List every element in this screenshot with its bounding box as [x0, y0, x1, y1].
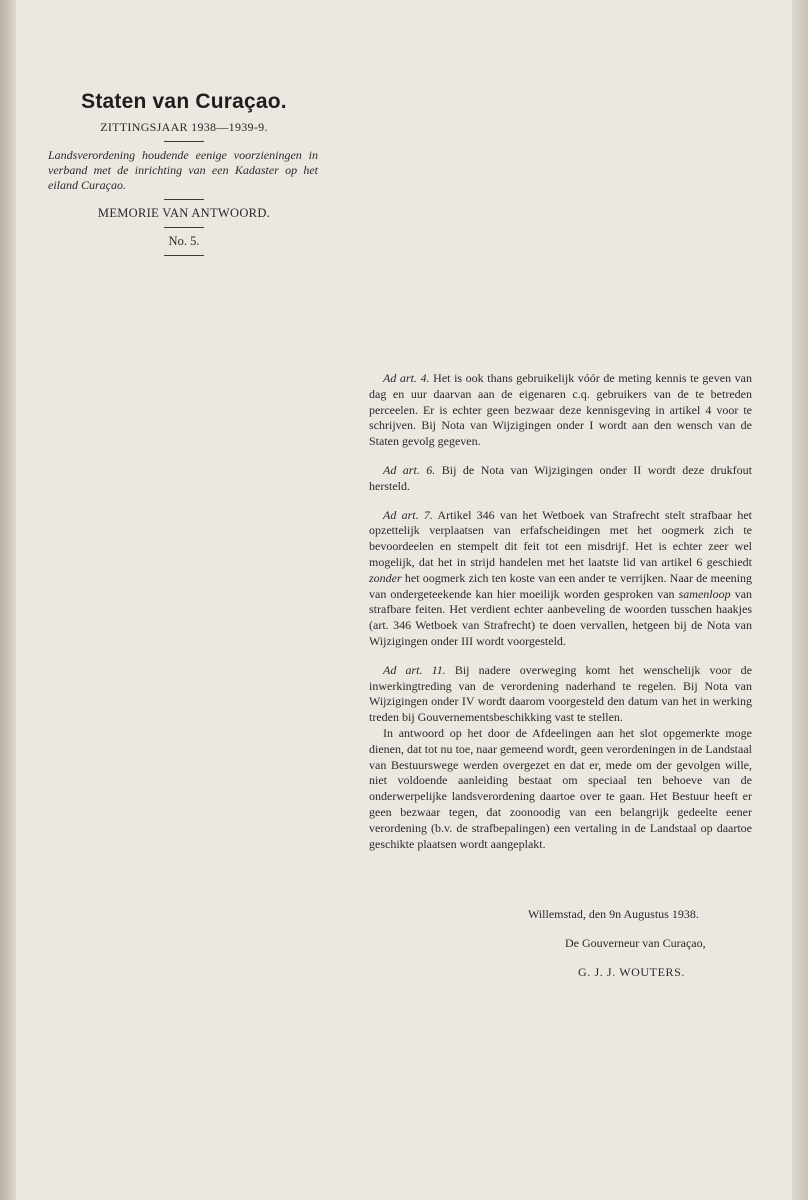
document-number: No. 5. — [168, 234, 200, 248]
divider — [164, 141, 204, 142]
divider — [164, 255, 204, 256]
paragraph-art-6 — [369, 463, 752, 495]
paragraph-text: van strafbare feiten. Het verdient echter aanbeveling de woorden tusschen haakjes (art. 346 Wetboek van Strafrecht) te doen vervallen, hetgeen bij de Nota van Wijzigingen onder III wordt voorgesteld. — [369, 586, 753, 648]
article-label: Ad art. 6. — [383, 462, 436, 477]
paragraph-text: Artikel 346 van het Wetboek van Strafrecht stelt strafbaar het opzettelijk verplaatsen van erfafscheidingen met het oogmerk zich te bevoordeelen en stempelt dit feit tot een misdrijf. Het is echter zeer wel mogelijk, dat het in strijd handelen met het laatste lid van artikel 6 geschiedt — [369, 507, 753, 569]
divider — [164, 199, 204, 200]
article-label: Ad art. 7. — [383, 507, 433, 522]
document-subject: Landsverordening houdende eenige voorzieningen in verband met de inrichting van een Kadaster op het eiland Curaçao. — [48, 148, 318, 192]
book-binding — [0, 0, 16, 1200]
divider — [164, 227, 204, 228]
paragraph-closing: In antwoord op het door de Afdeelingen aan het slot opgemerkte moge dienen, dat tot nu toe, naar gemeend wordt, geen verordeningen in de Landstaal van Bestuurswege werden overgezet en dat er, mede om der gevolgen wille, niet voldoende aanleiding bestaat om speciaal ten behoeve van de onderwerpelijke landsverordening daartoe over te gaan. Het Bestuur heeft er geen bezwaar tegen, dat zoonoodig van een belangrijk gedeelte eener verordening (b.v. de strafbepalingen) een vertaling in de Landstaal op daartoe geschikte plaatsen wordt aangeplakt. — [369, 725, 752, 851]
paragraph-art-4 — [369, 371, 752, 450]
page-title: Staten van Curaçao. — [81, 90, 287, 113]
emphasis: zonder — [369, 570, 402, 585]
signatory-name: G. J. J. WOUTERS. — [578, 965, 685, 979]
document-type: MEMORIE VAN ANTWOORD. — [97, 206, 271, 220]
paragraph-art-11 — [369, 663, 752, 726]
paragraph-art-7 — [369, 508, 752, 650]
paragraph-text: Bij nadere overweging komt het wenschelijk voor de inwerkingtreding van de verordening naderhand te regelen. Bij Nota van Wijzigingen onder IV wordt daarom voorgesteld den datum van het in werking treden bij Gouvernementsbeschikking vast te stellen. — [369, 662, 753, 725]
article-label: Ad art. 4. — [383, 371, 430, 385]
article-label: Ad art. 11. — [383, 662, 446, 677]
session-year: ZITTINGSJAAR 1938—1939-9. — [100, 120, 268, 134]
emphasis: samenloop — [678, 586, 731, 601]
paragraph-text: het oogmerk zich ten koste van een ander te verrijken. Naar de meening van ondergeteekende kan hier moeilijk worden gesproken van — [369, 570, 753, 601]
document-header — [44, 90, 324, 262]
paragraph-text: Het is ook thans gebruikelijk vóór de meting kennis te geven van dag en uur daarvan aan de eigenaren c.q. gebruikers van de te betreden perceelen. Er is echter geen bezwaar deze kennisgeving in artikel 4 voor te schrijven. Bij Nota van Wijzigingen onder I wordt aan den wensch van de Staten gevolg gegeven. — [369, 371, 753, 449]
signatory-role: De Gouverneur van Curaçao, — [565, 936, 706, 950]
place-date: Willemstad, den 9n Augustus 1938. — [528, 907, 699, 921]
document-body — [369, 371, 752, 852]
paragraph-text: Bij de Nota van Wijzigingen onder II wordt deze drukfout hersteld. — [369, 462, 752, 493]
page-edge — [792, 0, 808, 1200]
